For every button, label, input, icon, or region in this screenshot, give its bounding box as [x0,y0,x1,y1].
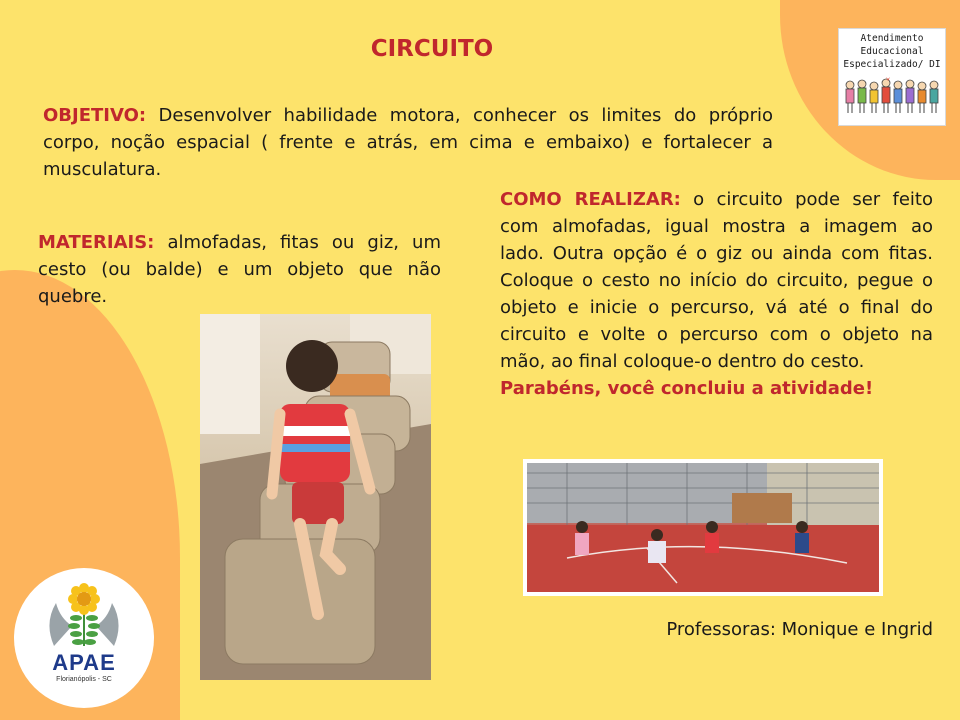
como-realizar-text: o circuito pode ser feito com almofadas, igual mostra a imagem ao lado. Outra opção é o giz ou ainda com fitas. Coloque o cesto no início do circuito, pegue o objeto e inicie o percurso, vá até o final do circuito e volte o percurso com o objeto na mão, ao final coloque-o dentro do cesto. [500,189,933,372]
photo-boy-on-cushions [200,314,431,680]
objetivo-label: OBJETIVO: [43,105,147,126]
aee-logo-line2: Educacional [860,46,924,57]
materiais-label: MATERIAIS: [38,232,155,253]
court-photo-inner [527,463,879,592]
como-realizar-paragraph [500,186,933,402]
professoras-credit: Professoras: Monique e Ingrid [666,619,933,640]
aee-logo [838,28,946,126]
aee-logo-line1: Atendimento [860,33,924,44]
children-drawing-icon [842,75,942,117]
children-playing-photo [527,463,879,592]
como-realizar-label: COMO REALIZAR: [500,189,681,210]
objetivo-paragraph [43,102,773,183]
photo-children-court [523,459,883,596]
aee-logo-line3: Especializado/ DI [843,59,941,70]
page-title: CIRCUITO [370,36,494,62]
objetivo-text: Desenvolver habilidade motora, conhecer os limites do próprio corpo, noção espacial ( frente e atrás, em cima e embaixo) e fortalecer a musculatura. [43,105,773,180]
materiais-text: almofadas, fitas ou giz, um cesto (ou balde) e um objeto que não quebre. [38,232,441,307]
apae-name: APAE [52,650,116,675]
cushion-circuit-photo [200,314,431,680]
apae-flower-hands-icon [14,568,154,658]
apae-city: Florianópolis - SC [56,676,112,683]
materiais-paragraph [38,229,441,310]
congrats-text: Parabéns, você concluiu a atividade! [500,378,874,399]
apae-logo [14,568,154,708]
